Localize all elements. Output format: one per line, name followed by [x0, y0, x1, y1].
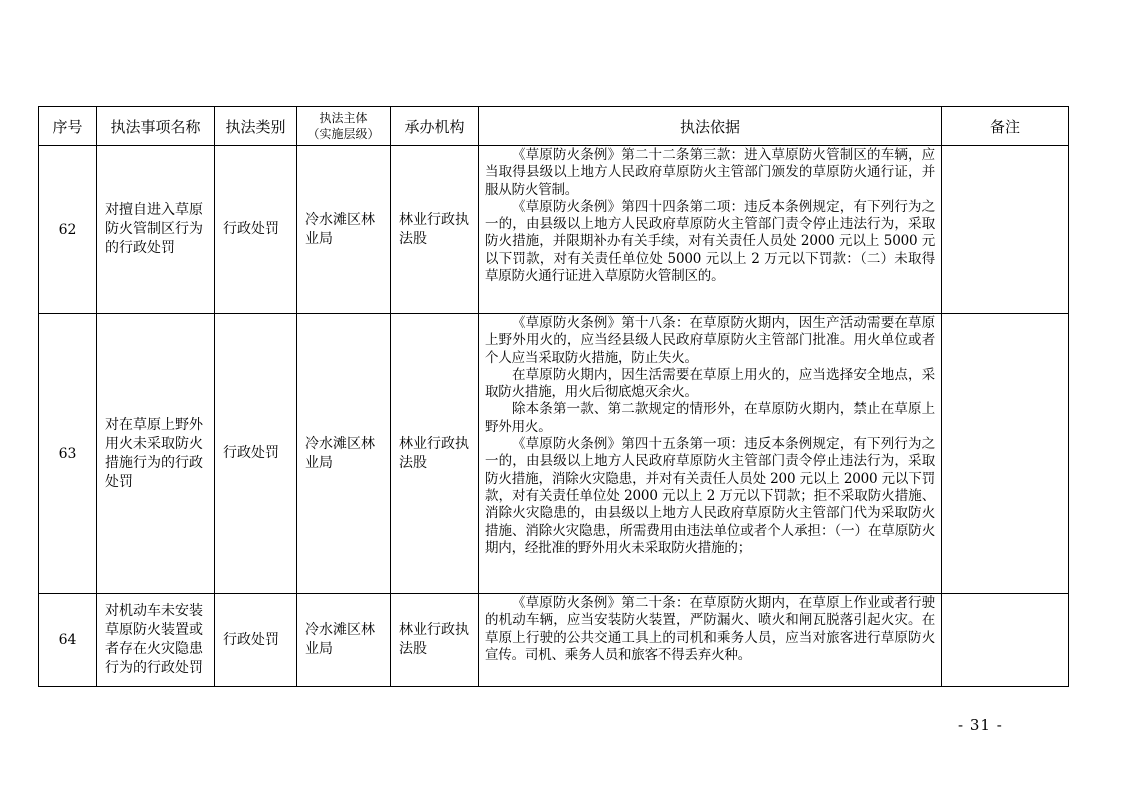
- table-header-row: [39, 107, 1069, 146]
- row-remark: [942, 314, 1069, 594]
- row-num: 63: [39, 314, 97, 594]
- header-org: 承办机构: [391, 107, 479, 146]
- table-row: [39, 594, 1069, 687]
- row-remark: [942, 594, 1069, 687]
- row-org: 林业行政执法股: [391, 146, 479, 314]
- row-subject: 冷水滩区林业局: [297, 314, 391, 594]
- row-subject: 冷水滩区林业局: [297, 594, 391, 687]
- header-type: 执法类别: [215, 107, 297, 146]
- row-basis: [479, 594, 942, 687]
- header-remark: 备注: [942, 107, 1069, 146]
- row-type: 行政处罚: [215, 314, 297, 594]
- table-row: [39, 314, 1069, 594]
- row-basis: [479, 314, 942, 594]
- basis-paragraph: 除本条第一款、第二款规定的情形外，在草原防火期内，禁止在草原上野外用火。: [485, 401, 935, 435]
- header-subject: [297, 107, 391, 146]
- enforcement-table: [38, 106, 1069, 687]
- row-type: 行政处罚: [215, 146, 297, 314]
- header-num: 序号: [39, 107, 97, 146]
- header-name: 执法事项名称: [97, 107, 215, 146]
- header-basis: 执法依据: [479, 107, 942, 146]
- basis-paragraph: 《草原防火条例》第二十条：在草原防火期内，在草原上作业或者行驶的机动车辆，应当安装防火装置，严防漏火、喷火和闸瓦脱落引起火灾。在草原上行驶的公共交通工具上的司机和乘务人员，应当对旅客进行草原防火宣传。司机、乘务人员和旅客不得丢弃火种。: [485, 595, 935, 663]
- header-subject-line2: （实施层级）: [307, 127, 380, 141]
- row-basis: [479, 146, 942, 314]
- row-subject: 冷水滩区林业局: [297, 146, 391, 314]
- row-remark: [942, 146, 1069, 314]
- basis-paragraph: 《草原防火条例》第十八条：在草原防火期内，因生产活动需要在草原上野外用火的，应当经县级人民政府草原防火主管部门批准。用火单位或者个人应当采取防火措施，防止失火。: [485, 315, 935, 366]
- header-subject-line1: 执法主体: [319, 111, 368, 125]
- basis-paragraph: 《草原防火条例》第四十五条第一项：违反本条例规定，有下列行为之一的，由县级以上地方人民政府草原防火主管部门责令停止违法行为，采取防火措施，消除火灾隐患，并对有关责任人员处 200 元以上 2000 元以下罚款，对有关责任单位处 2000 元以上 2 万元以下罚款；拒不采取防火措施、消除火灾隐患的，由县级以上地方人民政府草原防火主管部门代为采取防火措施、消除火灾隐患，所需费用由违法单位或者个人承担：（一）在草原防火期内，经批准的野外用火未采取防火措施的；: [485, 436, 935, 556]
- row-name: 对擅自进入草原防火管制区行为的行政处罚: [97, 146, 215, 314]
- row-org: 林业行政执法股: [391, 314, 479, 594]
- basis-paragraph: 《草原防火条例》第二十二条第三款：进入草原防火管制区的车辆，应当取得县级以上地方人民政府草原防火主管部门颁发的草原防火通行证，并服从防火管制。: [485, 147, 935, 198]
- table-row: [39, 146, 1069, 314]
- row-name: 对在草原上野外用火未采取防火措施行为的行政处罚: [97, 314, 215, 594]
- row-org: 林业行政执法股: [391, 594, 479, 687]
- row-num: 64: [39, 594, 97, 687]
- row-name: 对机动车未安装草原防火装置或者存在火灾隐患行为的行政处罚: [97, 594, 215, 687]
- basis-paragraph: 在草原防火期内，因生活需要在草原上用火的，应当选择安全地点，采取防火措施，用火后彻底熄灭余火。: [485, 366, 935, 401]
- row-type: 行政处罚: [215, 594, 297, 687]
- basis-paragraph: 《草原防火条例》第四十四条第二项：违反本条例规定，有下列行为之一的，由县级以上地方人民政府草原防火主管部门责令停止违法行为，采取防火措施，并限期补办有关手续，对有关责任人员处 2000 元以上 5000 元以下罚款，对有关责任单位处 5000 元以上 2 万元以下罚款：（二）未取得草原防火通行证进入草原防火管制区的。: [485, 198, 935, 285]
- row-num: 62: [39, 146, 97, 314]
- page-number: - 31 -: [958, 716, 1003, 734]
